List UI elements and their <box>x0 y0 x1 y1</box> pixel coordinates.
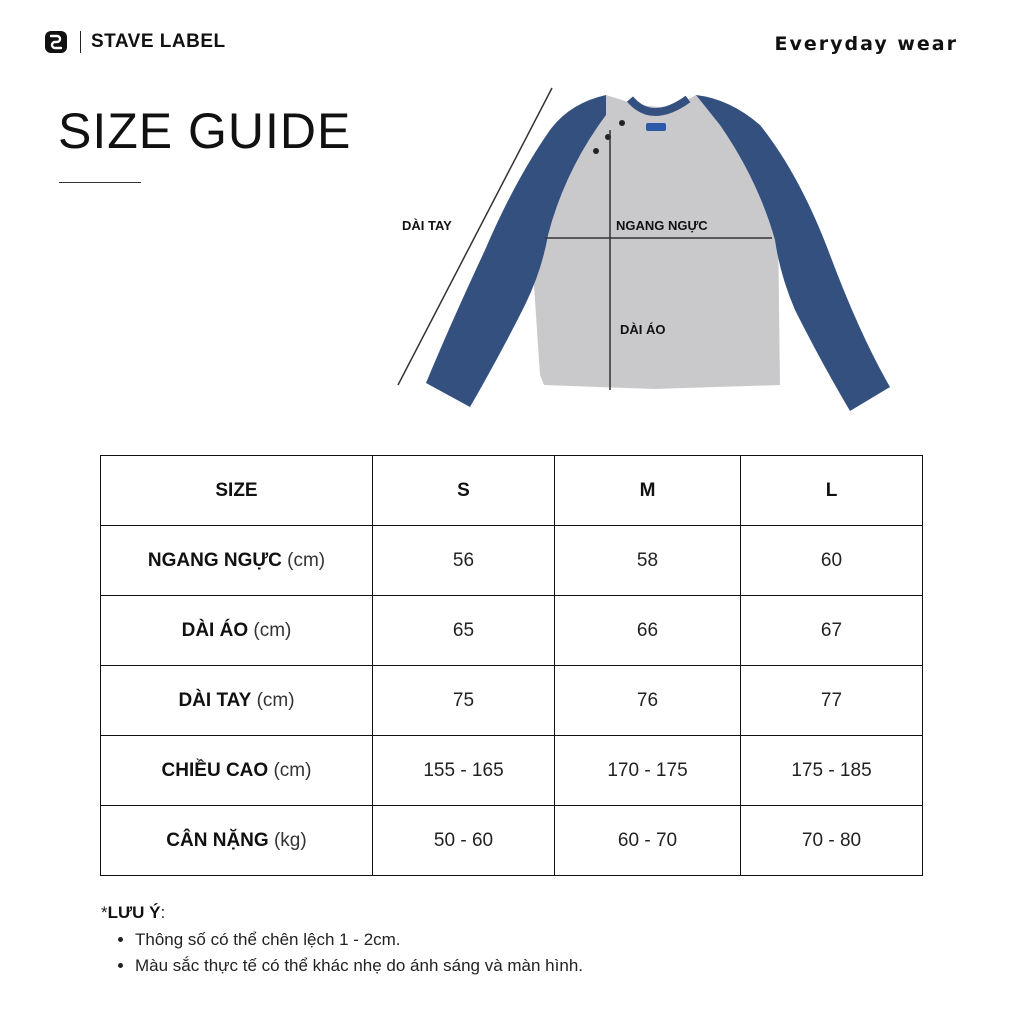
header-s: S <box>373 456 555 526</box>
row-unit: (cm) <box>287 549 326 571</box>
header-l: L <box>741 456 923 526</box>
row-label <box>101 596 373 666</box>
row-label <box>101 526 373 596</box>
notes-title <box>101 903 583 923</box>
row-label-text: CÂN NẶNG <box>166 829 269 851</box>
table-cell: 50 - 60 <box>373 806 555 876</box>
brand-tag <box>646 123 666 131</box>
table-cell: 170 - 175 <box>555 736 741 806</box>
notes-list <box>101 929 583 977</box>
chest-label: NGANG NGỰC <box>616 218 708 233</box>
notes-title-text: LƯU Ý <box>107 903 161 922</box>
row-label-text: CHIỀU CAO <box>161 759 269 781</box>
table-cell: 65 <box>373 596 555 666</box>
brand-logo-icon <box>44 30 68 54</box>
row-unit: (cm) <box>273 759 312 781</box>
row-label-text: NGANG NGỰC <box>147 549 282 571</box>
table-row <box>101 666 923 736</box>
page-title: SIZE GUIDE <box>58 103 352 159</box>
list-item: • Thông số có thể chên lệch 1 - 2cm. <box>135 929 583 951</box>
brand-name: STAVE LABEL <box>91 31 226 52</box>
list-item: • Màu sắc thực tế có thể khác nhẹ do ánh sáng và màn hình. <box>135 955 583 977</box>
sleeve-label: DÀI TAY <box>402 218 452 233</box>
length-label: DÀI ÁO <box>620 322 666 337</box>
size-table <box>100 455 923 876</box>
row-label-text: DÀI ÁO <box>181 619 249 641</box>
notes-suffix: : <box>160 903 166 922</box>
row-unit: (cm) <box>253 619 292 641</box>
row-label <box>101 736 373 806</box>
header-size: SIZE <box>101 456 373 526</box>
button-3 <box>593 148 599 154</box>
table-cell: 60 <box>741 526 923 596</box>
notes-prefix: * <box>101 903 108 922</box>
table-cell: 67 <box>741 596 923 666</box>
shirt-illustration <box>390 85 910 420</box>
brand-separator <box>80 31 81 53</box>
raglan-shirt-icon <box>390 85 910 420</box>
row-unit: (cm) <box>256 689 295 711</box>
table-cell: 175 - 185 <box>741 736 923 806</box>
table-cell: 77 <box>741 666 923 736</box>
table-cell: 60 - 70 <box>555 806 741 876</box>
table-cell: 155 - 165 <box>373 736 555 806</box>
row-label <box>101 806 373 876</box>
notes <box>101 903 583 977</box>
brand <box>44 30 226 54</box>
table-cell: 66 <box>555 596 741 666</box>
table-row <box>101 806 923 876</box>
table-header-row <box>101 456 923 526</box>
table-cell: 58 <box>555 526 741 596</box>
title-underline <box>59 182 141 183</box>
table-cell: 76 <box>555 666 741 736</box>
button-1 <box>619 120 625 126</box>
table-cell: 75 <box>373 666 555 736</box>
row-unit: (kg) <box>273 829 307 851</box>
row-label-text: DÀI TAY <box>178 689 252 711</box>
table-cell: 56 <box>373 526 555 596</box>
table-row <box>101 596 923 666</box>
table-cell: 70 - 80 <box>741 806 923 876</box>
header-m: M <box>555 456 741 526</box>
tagline: Everyday wear <box>774 33 958 55</box>
table-row <box>101 526 923 596</box>
table-row <box>101 736 923 806</box>
row-label <box>101 666 373 736</box>
